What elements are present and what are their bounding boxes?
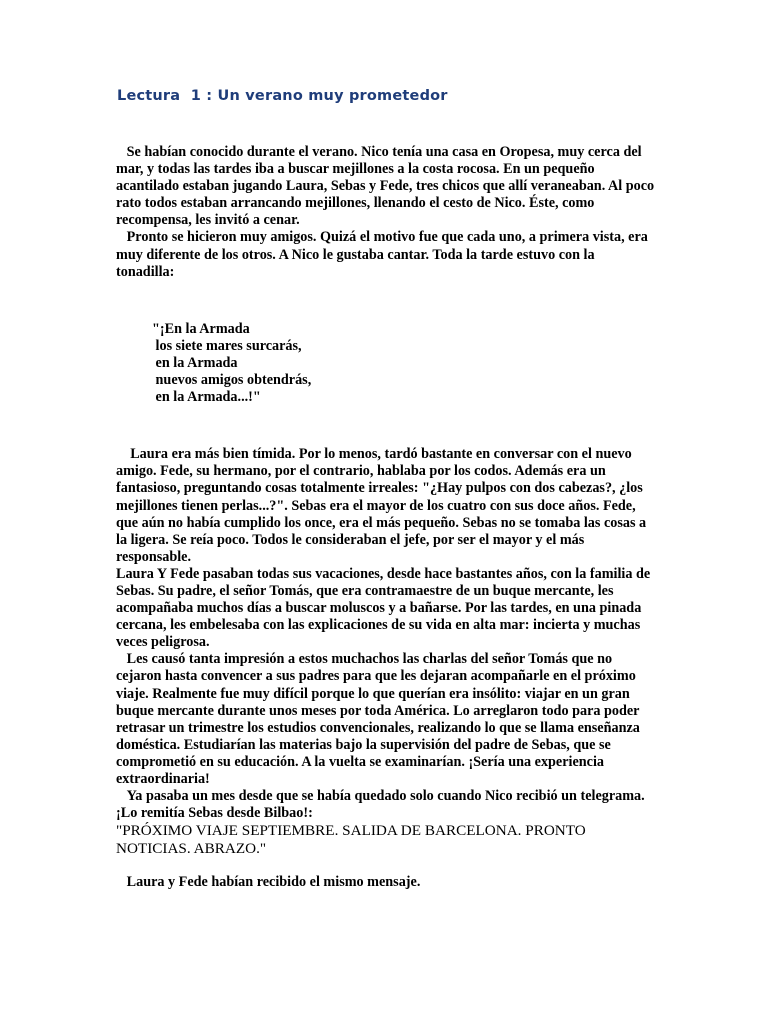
reading-title: Lectura 1 : Un verano muy prometedor xyxy=(117,88,448,104)
song-line: en la Armada xyxy=(152,354,238,371)
song-line: nuevos amigos obtendrás, xyxy=(152,372,312,389)
paragraph-closing: Laura y Fede habían recibido el mismo mensaje. xyxy=(116,874,421,891)
paragraph-intro-1: Se habían conocido durante el verano. Nico tenía una casa en Oropesa, muy cerca del mar, y todas las tardes iba a buscar mejillones a la costa rocosa. En un pequeño acantilado estaban jugando Laura, Sebas y Fede, tres chicos que allí veraneaban. Al poco rato todos estaban arrancando mejillones, llenando el cesto de Nico. Éste, como recompensa, les invitó a cenar. xyxy=(116,144,658,229)
paragraph-main-3: Les causó tanta impresión a estos muchachos las charlas del señor Tomás que no cejaron hasta convencer a sus padres para que les dejaran acompañarle en el próximo viaje. Realmente fue muy difícil porque lo que querían era insólito: viajar en un gran buque mercante durante unos meses por toda América. Lo arreglaron todo para poder retrasar un trimestre los estudios convencionales, realizando lo que se llama enseñanza doméstica. Estudiarían las materias bajo la supervisión del padre de Sebas, que se comprometió en su educación. A la vuelta se examinarían. ¡Sería una experiencia extraordinaria! xyxy=(116,651,644,787)
reading-body xyxy=(116,144,656,891)
paragraph-main-2: Laura Y Fede pasaban todas sus vacaciones, desde hace bastantes años, con la familia de Sebas. Su padre, el señor Tomás, que era contramaestre de un buque mercante, les acompañaba muchos días a buscar moluscos y a bañarse. Por las tardes, en una pinada cercana, les embelesaba con las explicaciones de su vida en alta mar: incierta y muchas veces peligrosa. xyxy=(116,565,654,651)
song-line: los siete mares surcarás, xyxy=(152,337,302,354)
song-line: "¡En la Armada xyxy=(152,320,250,337)
telegram-message: "PRÓXIMO VIAJE SEPTIEMBRE. SALIDA DE BARCELONA. PRONTO NOTICIAS. ABRAZO." xyxy=(116,822,590,857)
paragraph-main-4: Ya pasaba un mes desde que se había quedado solo cuando Nico recibió un telegrama. ¡Lo remitía Sebas desde Bilbao!: xyxy=(116,788,649,822)
song-verse xyxy=(116,321,656,406)
paragraph-intro-2: Pronto se hicieron muy amigos. Quizá el motivo fue que cada uno, a primera vista, era muy diferente de los otros. A Nico le gustaba cantar. Toda la tarde estuvo con la tonadilla: xyxy=(116,229,652,280)
paragraph-main-1: Laura era más bien tímida. Por lo menos, tardó bastante en conversar con el nuevo amigo. Fede, su hermano, por el contrario, hablaba por los codos. Además era un fantasioso, preguntando cosas totalmente irreales: "¿Hay pulpos con dos cabezas?, ¿los mejillones tienen perlas...?". Sebas era el mayor de los cuatro con sus doce años. Fede, que aún no había cumplido los once, era el más pequeño. Sebas no se tomaba las cosas a la ligera. Se reía poco. Todos le consideraban el jefe, por ser el mayor y el más responsable. xyxy=(116,446,650,565)
song-line: en la Armada...!" xyxy=(152,389,261,406)
